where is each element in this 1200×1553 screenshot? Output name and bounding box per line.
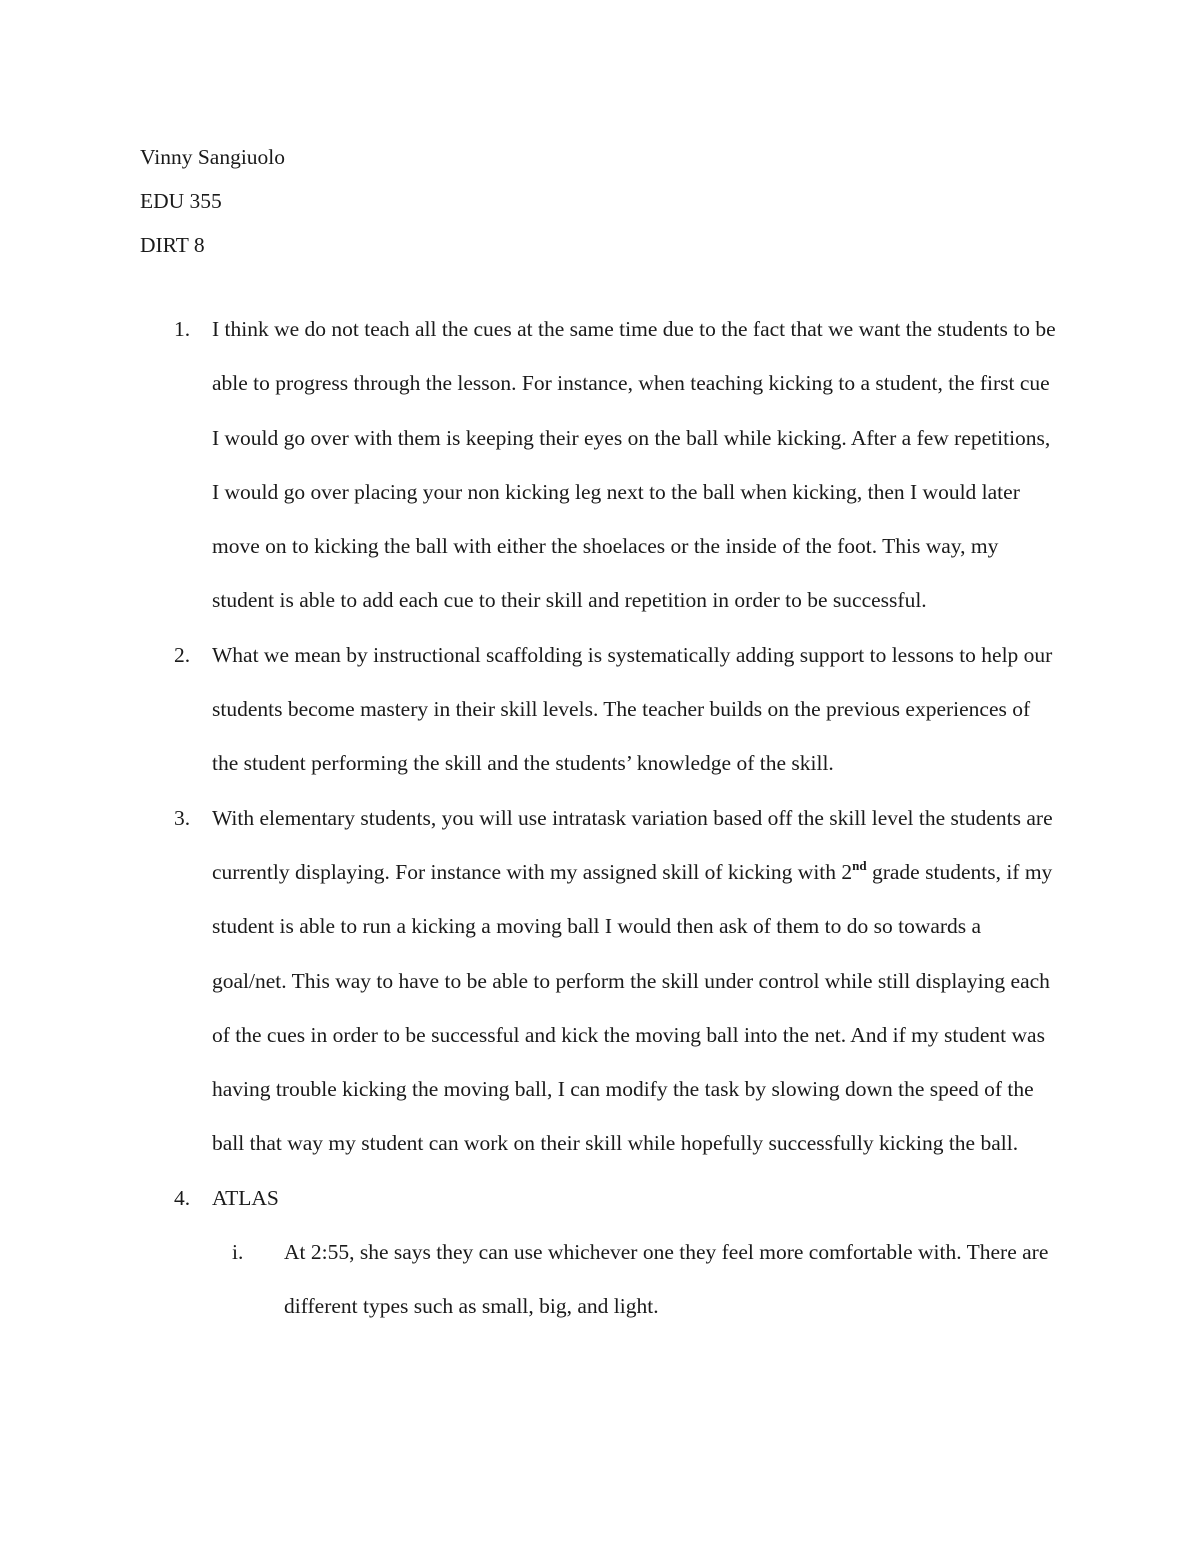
list-text-part-a: With elementary students, you will use intratask variation based off the skill level the students are currently displaying. For instance with my assigned skill of kicking with 2 — [212, 805, 1053, 884]
author-name: Vinny Sangiuolo — [140, 145, 286, 169]
ordinal-superscript: nd — [852, 857, 867, 873]
list-item-4 — [140, 1171, 1060, 1334]
course-code: EDU 355 — [140, 189, 222, 213]
list-text — [212, 791, 1060, 1171]
sub-list-text: At 2:55, she says they can use whichever one they feel more comfortable with. There are different types such as small, big, and light. — [284, 1240, 1049, 1319]
list-text: What we mean by instructional scaffolding is systematically adding support to lessons to help our students become mastery in their skill levels. The teacher builds on the previous experiences of the student performing the skill and the students’ knowledge of the skill. — [212, 642, 1053, 776]
list-number: 3. — [174, 805, 191, 830]
list-number: 1. — [174, 317, 191, 341]
answer-list — [140, 302, 1060, 1334]
sub-list — [212, 1225, 1060, 1334]
list-number: 2. — [174, 642, 191, 667]
sub-list-item-1 — [212, 1225, 1060, 1334]
sub-list-number: i. — [232, 1240, 244, 1265]
list-text-part-b: grade students, if my student is able to run a kicking a moving ball I would then ask of them to do so towards a goal/net. This way to have to be able to perform the skill under control while still displaying each of the cues in order to be successful and kick the moving ball into the net. And if my student was having trouble kicking the moving ball, I can modify the task by slowing down the speed of the ball that way my student can work on their skill while hopefully successfully kicking the ball. — [212, 859, 1053, 1156]
list-text: I think we do not teach all the cues at the same time due to the fact that we want the students to be able to progress through the lesson. For instance, when teaching kicking to a student, the first cue I would go over with them is keeping their eyes on the ball while kicking. After a few repetitions, I would go over placing your non kicking leg next to the ball when kicking, then I would later move on to kicking the ball with either the shoelaces or the inside of the foot. This way, my student is able to add each cue to their skill and repetition in order to be successful. — [212, 317, 1056, 613]
list-item-1 — [140, 302, 1060, 628]
list-item-3 — [140, 791, 1060, 1171]
list-text: ATLAS — [212, 1185, 279, 1210]
list-number: 4. — [174, 1185, 191, 1210]
assignment-title: DIRT 8 — [140, 233, 205, 257]
list-item-2 — [140, 628, 1060, 791]
